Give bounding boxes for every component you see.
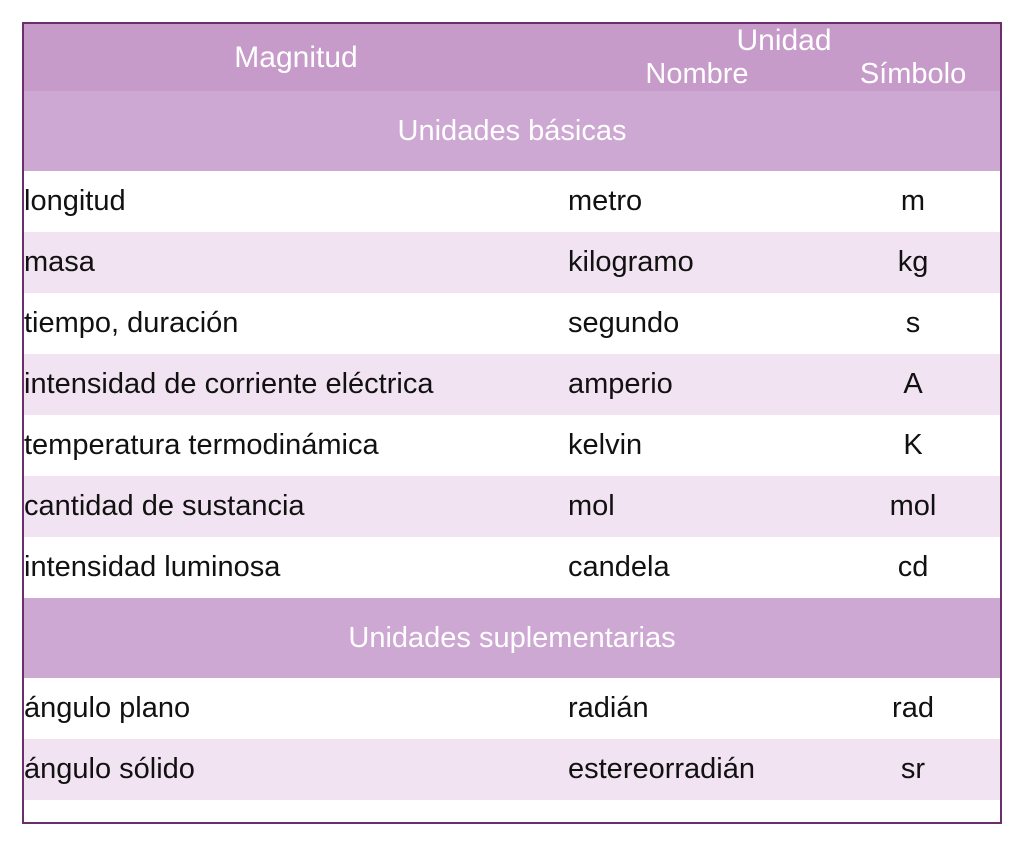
column-header-simbolo: Símbolo — [826, 58, 1001, 91]
cell-simbolo: cd — [826, 537, 1001, 598]
section-title-unidades-suplementarias: Unidades suplementarias — [23, 598, 1001, 678]
table-row — [23, 739, 1001, 800]
cell-nombre: metro — [568, 171, 826, 232]
column-header-unidad: Unidad — [568, 23, 1001, 58]
cell-magnitud: cantidad de sustancia — [23, 476, 568, 537]
cell-nombre: mol — [568, 476, 826, 537]
table-header — [23, 23, 1001, 91]
cell-magnitud: longitud — [23, 171, 568, 232]
cell-nombre: estereorradián — [568, 739, 826, 800]
cell-nombre: amperio — [568, 354, 826, 415]
cell-magnitud: temperatura termodinámica — [23, 415, 568, 476]
column-header-magnitud: Magnitud — [23, 23, 568, 91]
table-row — [23, 232, 1001, 293]
cell-simbolo: sr — [826, 739, 1001, 800]
spacer-cell — [23, 800, 568, 823]
section-band-row — [23, 91, 1001, 171]
table-row — [23, 476, 1001, 537]
cell-magnitud: ángulo sólido — [23, 739, 568, 800]
cell-magnitud: intensidad de corriente eléctrica — [23, 354, 568, 415]
cell-nombre: kelvin — [568, 415, 826, 476]
cell-magnitud: intensidad luminosa — [23, 537, 568, 598]
cell-nombre: candela — [568, 537, 826, 598]
section-title-unidades-basicas: Unidades básicas — [23, 91, 1001, 171]
table-row — [23, 537, 1001, 598]
si-units-table — [22, 22, 1002, 824]
table-row — [23, 171, 1001, 232]
cell-simbolo: kg — [826, 232, 1001, 293]
cell-simbolo: A — [826, 354, 1001, 415]
cell-magnitud: tiempo, duración — [23, 293, 568, 354]
cell-simbolo: mol — [826, 476, 1001, 537]
table-row — [23, 678, 1001, 739]
cell-magnitud: masa — [23, 232, 568, 293]
cell-simbolo: m — [826, 171, 1001, 232]
table-row — [23, 354, 1001, 415]
spacer-cell — [826, 800, 1001, 823]
spacer-cell — [568, 800, 826, 823]
cell-nombre: kilogramo — [568, 232, 826, 293]
cell-nombre: segundo — [568, 293, 826, 354]
cell-simbolo: s — [826, 293, 1001, 354]
column-header-nombre: Nombre — [568, 58, 826, 91]
cell-magnitud: ángulo plano — [23, 678, 568, 739]
section-band-row — [23, 598, 1001, 678]
cell-nombre: radián — [568, 678, 826, 739]
cell-simbolo: K — [826, 415, 1001, 476]
table-body — [23, 91, 1001, 823]
table-row — [23, 293, 1001, 354]
table-bottom-spacer — [23, 800, 1001, 823]
header-row-top — [23, 23, 1001, 58]
table-row — [23, 415, 1001, 476]
cell-simbolo: rad — [826, 678, 1001, 739]
